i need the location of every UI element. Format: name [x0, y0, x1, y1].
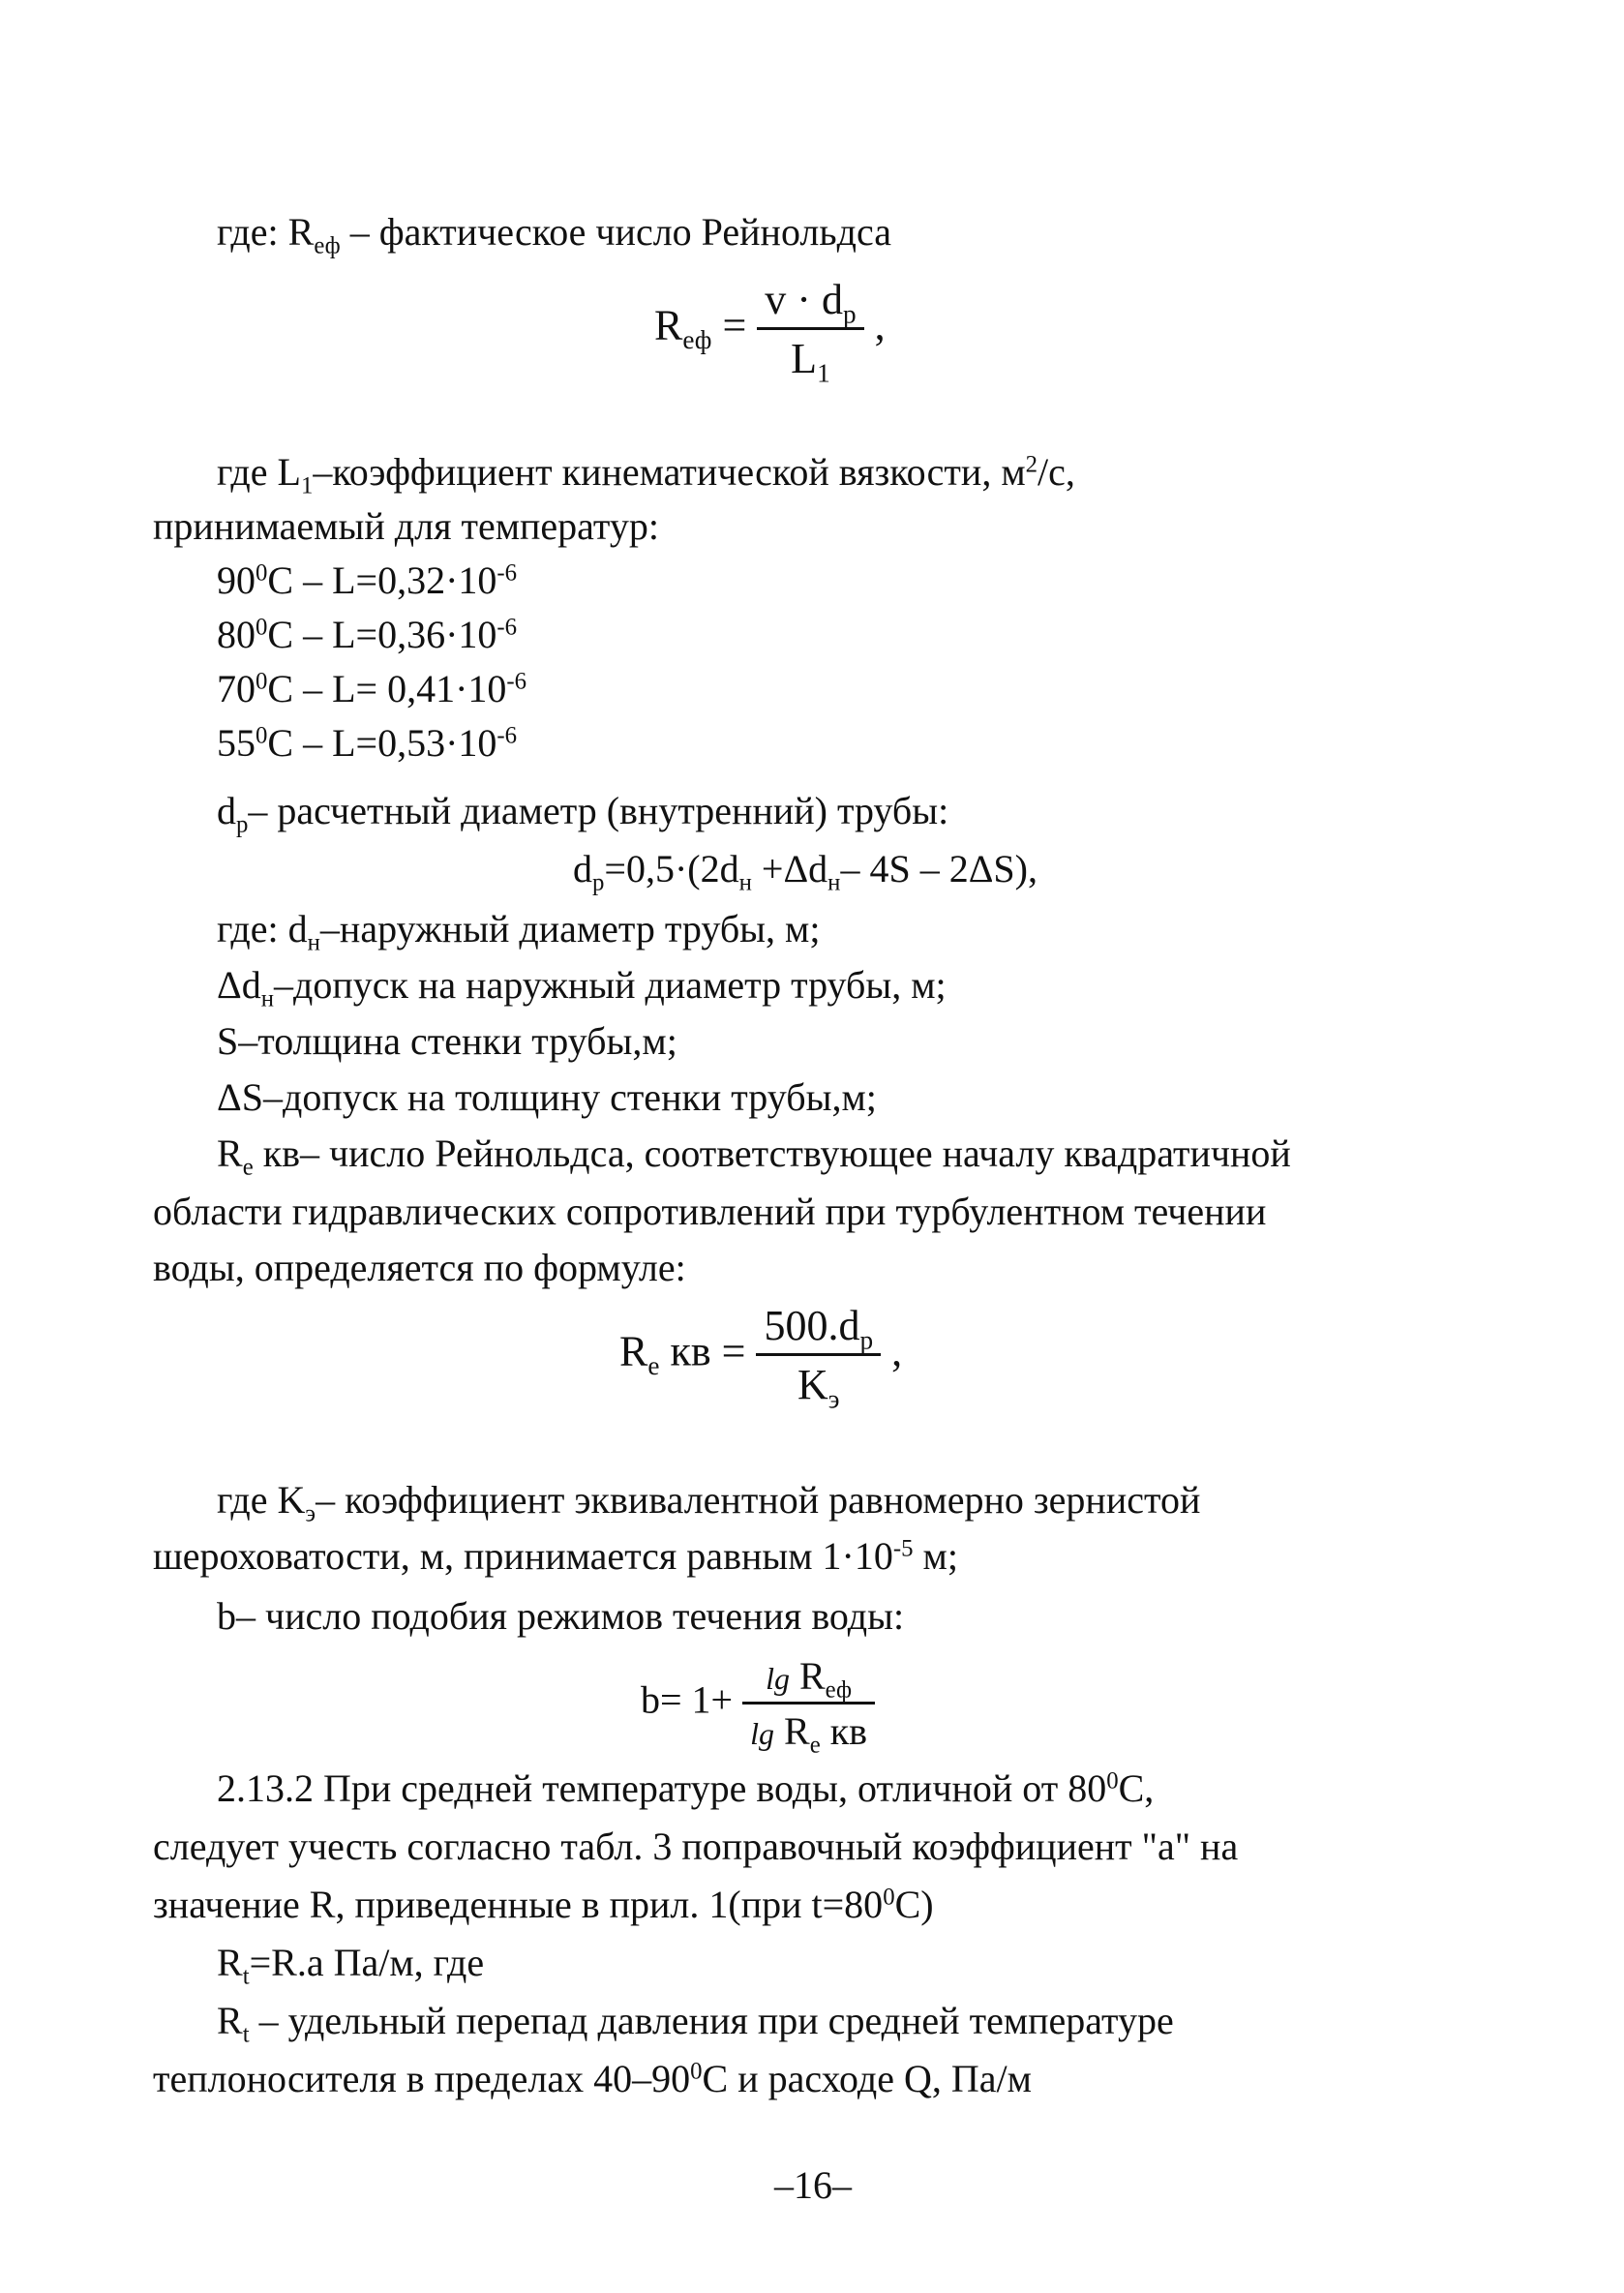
rt-definition-line2	[153, 2057, 1032, 2100]
text: R	[217, 1941, 243, 1984]
temp-value: 90	[217, 558, 256, 602]
viscosity-definition-line1	[217, 450, 1075, 499]
superscript: 2	[1025, 451, 1038, 478]
exponent: -6	[496, 559, 518, 587]
numerator-sub: р	[859, 1325, 874, 1355]
fraction-numerator	[756, 1302, 881, 1356]
fraction	[756, 1302, 881, 1414]
text: значение R, приведенные в прил. 1(при t=80	[153, 1883, 884, 1926]
text: С и расходе Q, Па/м	[702, 2057, 1032, 2100]
temp-value: 55	[217, 721, 256, 765]
text: –допуск на наружный диаметр трубы, м;	[274, 963, 947, 1007]
text: –наружный диаметр трубы, м;	[319, 907, 821, 950]
formula-lhs-sub: е	[647, 1351, 660, 1381]
degree-sup: 0	[256, 668, 268, 695]
text: 2.13.2 При средней температуре воды, отличной от 80	[217, 1766, 1107, 1810]
text: –коэффициент кинематической вязкости, м	[313, 450, 1026, 494]
denominator-text: L	[791, 335, 818, 382]
numerator-text: v · d	[765, 276, 843, 323]
ke-definition-line2	[153, 1534, 958, 1578]
degree-sup: 0	[1106, 1767, 1119, 1795]
denominator-tail: кв	[820, 1709, 868, 1753]
numerator-text: R	[789, 1654, 826, 1698]
text: R	[217, 1999, 243, 2042]
text: – 4S – 2ΔS),	[840, 847, 1038, 890]
formula-lhs: R	[619, 1327, 648, 1375]
fraction-numerator	[757, 276, 863, 330]
numerator-sub: еф	[825, 1676, 853, 1704]
text: – расчетный диаметр (внутренний) трубы:	[248, 789, 949, 832]
numerator-sub: р	[842, 299, 857, 329]
fraction-denominator	[756, 1356, 881, 1414]
subscript: н	[827, 869, 841, 896]
temp-text: С – L=0,36·10	[267, 613, 497, 656]
temperature-item	[217, 613, 518, 656]
term-s: S–толщина стенки трубы,м;	[217, 1019, 677, 1063]
page-number: –16–	[774, 2163, 852, 2207]
subscript: t	[242, 1963, 250, 1990]
text: – удельный перепад давления при средней температуре	[249, 1999, 1174, 2042]
subscript: э	[305, 1500, 316, 1527]
subscript: t	[242, 2021, 250, 2048]
formula-tail: ,	[863, 301, 886, 349]
rekv-definition-line3: воды, определяется по формуле:	[153, 1246, 686, 1289]
fraction	[757, 276, 863, 388]
superscript: -5	[892, 1535, 914, 1562]
text: С)	[894, 1883, 934, 1926]
dp-definition	[217, 789, 949, 838]
text: – коэффициент эквивалентной равномерно зернистой	[316, 1478, 1201, 1522]
formula-rekv	[619, 1302, 903, 1414]
definition-text: – фактическое число Рейнольдса	[340, 210, 891, 254]
exponent: -6	[496, 722, 518, 749]
temperature-item	[217, 721, 518, 765]
degree-sup: 0	[256, 559, 268, 587]
where-label: где: R	[217, 210, 315, 254]
denominator-text: K	[797, 1361, 828, 1408]
text: шероховатости, м, принимается равным 1·10	[153, 1534, 893, 1578]
rt-formula	[217, 1941, 485, 1990]
formula-dp	[573, 847, 1038, 896]
fraction-denominator	[757, 330, 863, 388]
subscript: р	[236, 811, 249, 838]
temperature-item	[217, 667, 527, 710]
term-ds: ΔS–допуск на толщину стенки трубы,м;	[217, 1075, 877, 1119]
subscript: 1	[300, 472, 314, 499]
text: где: d	[217, 907, 308, 950]
text: теплоносителя в пределах 40–90	[153, 2057, 691, 2100]
b-definition: b– число подобия режимов течения воды:	[217, 1594, 905, 1638]
log-symbol: lg	[750, 1716, 775, 1751]
rt-definition-line1	[217, 1999, 1174, 2048]
subscript: н	[307, 929, 320, 956]
degree-sup: 0	[690, 2058, 703, 2085]
term-dn	[217, 907, 821, 956]
denominator-sub: 1	[817, 358, 830, 388]
text: d	[217, 789, 236, 832]
section-line2: следует учесть согласно табл. 3 поправочный коэффициент "а" на	[153, 1825, 1239, 1868]
formula-tail: ,	[881, 1327, 903, 1375]
text: d	[573, 847, 592, 890]
equals-sign: =	[711, 301, 758, 349]
ke-definition-line1	[217, 1478, 1201, 1527]
text: /с,	[1038, 450, 1075, 494]
temp-value: 80	[217, 613, 256, 656]
denominator-sub: е	[809, 1732, 821, 1759]
text: С,	[1118, 1766, 1155, 1810]
temp-text: С – L= 0,41·10	[267, 667, 507, 710]
formula-lhs: R	[654, 301, 683, 349]
degree-sup: 0	[256, 722, 268, 749]
rekv-definition-line2: области гидравлических сопротивлений при турбулентном течении	[153, 1190, 1267, 1233]
formula-reff	[654, 276, 886, 388]
temp-text: С – L=0,32·10	[267, 558, 497, 602]
denominator-sub: э	[827, 1384, 840, 1414]
exponent: -6	[506, 668, 527, 695]
text: +Δd	[751, 847, 828, 890]
log-symbol: lg	[766, 1661, 790, 1696]
subscript: н	[260, 985, 275, 1012]
temp-value: 70	[217, 667, 256, 710]
fraction-numerator	[742, 1654, 875, 1705]
fraction-denominator	[742, 1705, 875, 1759]
exponent: -6	[496, 614, 518, 641]
text: кв– число Рейнольдса, соответствующее началу квадратичной	[253, 1131, 1291, 1175]
formula-lhs-sub: еф	[682, 325, 712, 355]
text: =R.a Па/м, где	[249, 1941, 485, 1984]
temperature-item	[217, 558, 518, 602]
text: где K	[217, 1478, 306, 1522]
text: Δd	[217, 963, 261, 1007]
subscript: р	[592, 869, 605, 896]
text: =0,5·(2d	[604, 847, 739, 890]
temp-text: С – L=0,53·10	[267, 721, 497, 765]
fraction	[742, 1654, 875, 1759]
text: R	[217, 1131, 243, 1175]
subscript: е	[242, 1154, 254, 1181]
numerator-text: 500.d	[764, 1302, 860, 1349]
subscript: н	[738, 869, 752, 896]
degree-sup: 0	[883, 1884, 895, 1911]
viscosity-definition-line2: принимаемый для температур:	[153, 504, 659, 548]
degree-sup: 0	[256, 614, 268, 641]
reynolds-definition	[217, 210, 891, 259]
denominator-text: R	[774, 1709, 810, 1753]
formula-lhs-text: кв =	[659, 1327, 757, 1375]
text: м;	[913, 1534, 958, 1578]
text: где L	[217, 450, 301, 494]
term-ddn	[217, 963, 947, 1012]
rekv-definition-line1	[217, 1131, 1291, 1181]
section-line3	[153, 1883, 934, 1926]
section-line1	[217, 1766, 1155, 1810]
formula-b	[641, 1654, 875, 1759]
subscript: еф	[314, 232, 341, 259]
formula-lhs: b= 1+	[641, 1677, 743, 1722]
